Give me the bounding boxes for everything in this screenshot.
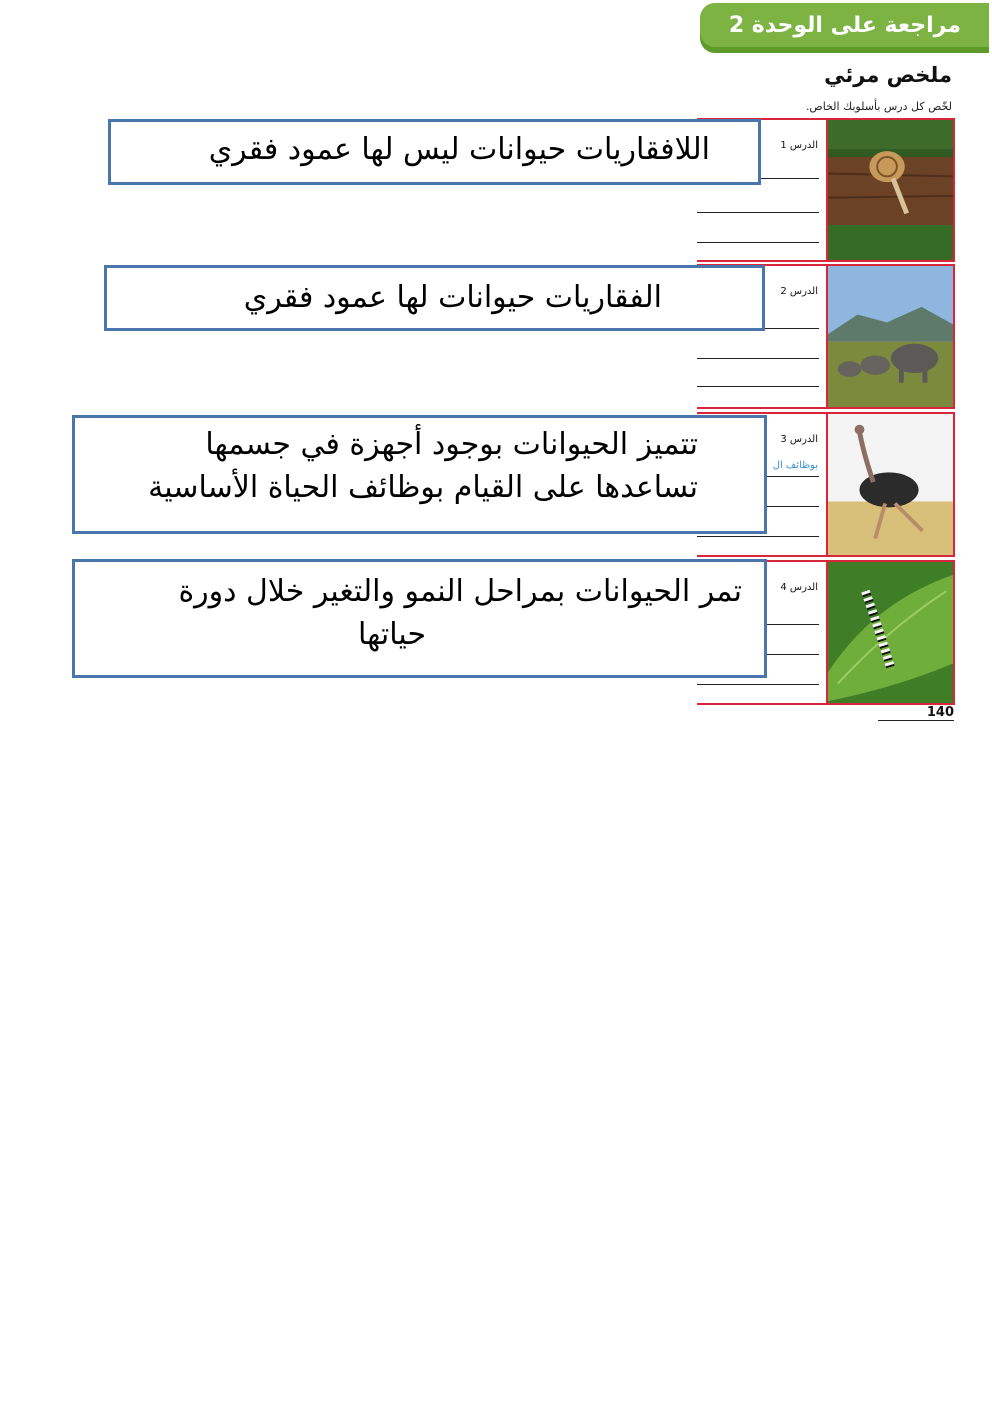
- callout-4-line-1: تمر الحيوانات بمراحل النمو والتغير خلال دورة: [178, 574, 742, 609]
- answer-line[interactable]: [697, 242, 819, 243]
- answer-line[interactable]: [697, 212, 819, 213]
- callout-3-line-2: تساعدها على القيام بوظائف الحياة الأساسية: [148, 469, 698, 505]
- ostrich-photo: [826, 414, 953, 555]
- page-number: 140: [878, 705, 954, 721]
- lesson-3-answer-text: بوظائف ال: [772, 460, 818, 471]
- lesson-3-label: الدرس 3: [780, 434, 818, 445]
- lesson-1-label: الدرس 1: [780, 140, 818, 151]
- snail-photo: [826, 120, 953, 260]
- callout-box-4: [72, 559, 767, 678]
- caterpillar-photo: [826, 562, 953, 703]
- callout-box-1: [108, 119, 761, 185]
- callout-box-3: [72, 415, 767, 534]
- callout-2-line-1: الفقاريات حيوانات لها عمود فقري: [243, 280, 662, 315]
- callout-4-line-2: حياتها: [357, 616, 426, 652]
- unit-review-header: [697, 0, 992, 56]
- answer-line[interactable]: [697, 684, 819, 685]
- section-title: ملخص مرئي: [824, 63, 952, 87]
- section-instruction: لخّص كل درس بأسلوبك الخاص.: [805, 100, 952, 113]
- answer-line[interactable]: [697, 386, 819, 387]
- callout-box-2: [104, 265, 765, 331]
- lesson-4-label: الدرس 4: [780, 582, 818, 593]
- elephants-photo: [826, 266, 953, 407]
- answer-line[interactable]: [697, 358, 819, 359]
- lesson-2-label: الدرس 2: [780, 286, 818, 297]
- callout-3-line-1: تتميز الحيوانات بوجود أجهزة في جسمها: [205, 427, 698, 462]
- answer-line[interactable]: [697, 536, 819, 537]
- callout-1-line-1: اللافقاريات حيوانات ليس لها عمود فقري: [208, 132, 710, 167]
- unit-review-title: مراجعة على الوحدة 2: [728, 13, 961, 38]
